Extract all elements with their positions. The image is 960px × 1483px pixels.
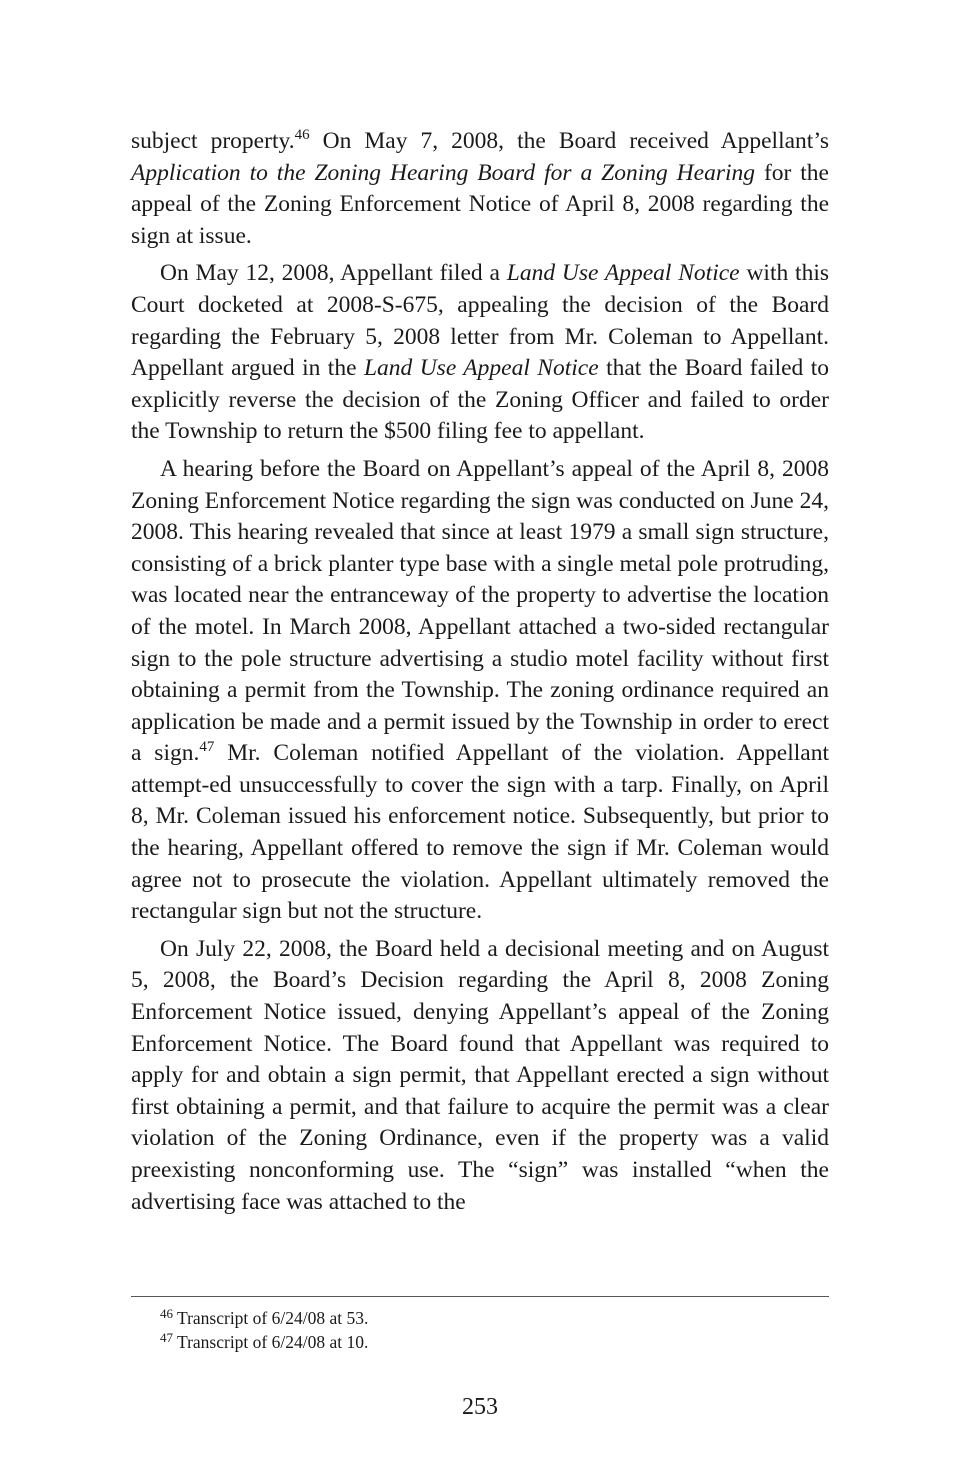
paragraph-1 [131, 126, 829, 252]
footnote-number: 46 [160, 1306, 173, 1321]
paragraph-2 [131, 258, 829, 448]
paragraph-2-text-b: with this Court docketed at 2008-S-675, appealing the decision of the Board regarding the February 5, 2008 letter from Mr. Coleman to Appellant. Appellant argued in the [131, 260, 830, 382]
footnotes [160, 1306, 820, 1354]
paragraph-1-text-c: for the appeal of the Zoning Enforcement Notice of April 8, 2008 regarding the sign at issue. [131, 159, 829, 249]
footnote-divider [131, 1296, 829, 1297]
footnote-reference-46[interactable]: 46 [294, 127, 310, 143]
paragraph-2-text-a: On May 12, 2008, Appellant filed a [160, 260, 507, 287]
footnote-47 [160, 1330, 820, 1354]
footnote-46 [160, 1306, 820, 1330]
footnote-number: 47 [160, 1330, 173, 1345]
body-text [131, 126, 829, 1224]
land-use-appeal-notice-title-2: Land Use Appeal Notice [363, 355, 599, 382]
paragraph-3-text-b: Mr. Coleman notified Appellant of the violation. Appellant attempt-ed unsuccessfully to cover the sign with a tarp. Finally, on April 8, Mr. Coleman issued his enforcement notice. Subsequently, but prior to the hearing, Appellant offered to remove the sign if Mr. Coleman would agree not to prosecute the violation. Appellant ultimately removed the rectangular sign but not the structure. [131, 740, 830, 925]
paragraph-2-text-c: that the Board failed to explicitly reverse the decision of the Zoning Officer and failed to order the Township to return the $500 filing fee to appellant. [131, 355, 830, 445]
footnote-reference-47[interactable]: 47 [199, 739, 215, 756]
paragraph-3-text-a: A hearing before the Board on Appellant’s appeal of the April 8, 2008 Zoning Enforcement Notice regarding the sign was conducted on June 24, 2008. This hearing revealed that since at least 1979 a small sign structure, consisting of a brick planter type base with a single metal pole protruding, was located near the entranceway of the property to advertise the location of the motel. In March 2008, Appellant attached a two-sided rectangular sign to the pole structure advertising a studio motel facility without first obtaining a permit from the Township. The zoning ordinance required an application be made and a permit issued by the Township in order to erect a sign. [131, 455, 829, 767]
land-use-appeal-notice-title: Land Use Appeal Notice [506, 260, 740, 287]
paragraph-3 [131, 454, 829, 928]
footnote-text: Transcript of 6/24/08 at 53. [177, 1308, 369, 1328]
paragraph-4-text: On July 22, 2008, the Board held a decisional meeting and on August 5, 2008, the Board’s Decision regarding the April 8, 2008 Zoning Enforcement Notice issued, denying Appellant’s appeal of the Zoning Enforcement Notice. The Board found that Appellant was required to apply for and obtain a sign permit, that Appellant erected a sign without first obtaining a permit, and that failure to acquire the permit was a clear violation of the Zoning Ordinance, even if the property was a valid preexisting nonconforming use. The “sign” was installed “when the advertising face was attached to the [131, 935, 829, 1215]
page-number: 253 [462, 1394, 498, 1420]
footnote-text: Transcript of 6/24/08 at 10. [177, 1332, 369, 1352]
paragraph-1-text-b: On May 7, 2008, the Board received Appellant’s [309, 128, 829, 154]
paragraph-4 [131, 934, 829, 1218]
application-title: Application to the Zoning Hearing Board for a Zoning Hearing [131, 159, 755, 186]
paragraph-1-text-a: subject property. [131, 128, 295, 154]
